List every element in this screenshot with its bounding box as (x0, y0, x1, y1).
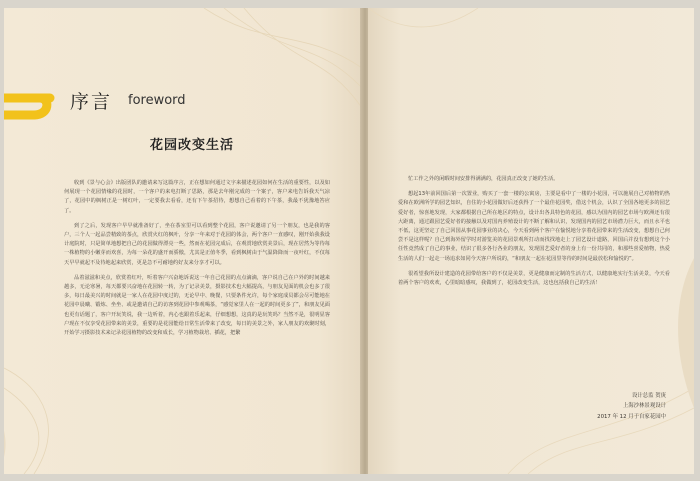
paragraph: 很希望我所设计建造的花园带给客户的不仅是美景，更是健康而定制的生活方式，以健康地实行生活美景，今天看着两个客户的欢欢，心里暗暗感叹，我做到了，花园改变生活，这也包括我自己的生活！ (398, 270, 670, 287)
signature-company: 上海沙林景观设计 (622, 403, 666, 409)
right-page (368, 8, 694, 474)
page-title-english: foreword (128, 93, 186, 108)
paragraph: 到了之后，发现客户早早就准备好了，坐在茶室里可以看到整个花园，客户说邀请了另一个朋友，也是我的客户，三个人一起品尝精致的茶点，欣赏火红的枫叶，分享一年来对于花园的体会，两个客户一直感叹，刚开始我我设计庭院时，只是简单地想把自己的花园做得漂亮一些，然而在花园完成后，在观赏地欣赏美景后，现在居然为等待每一株植物的小嫩芽而欢喜，为每一朵花的盛开而骄傲，尤其是正值冬季，看到枫树由于气温降降而一夜叶红，不仅每天早早就起不及待地起来欣赏，更是急不可耐地约好友来分享才可以。 (64, 222, 330, 266)
left-body-text (64, 179, 330, 344)
paragraph: 品着滋滋和美点，欣赏着红叶，听着客户兴奋地诉说这一年自己花园的点点滴滴，客户说自己在户外的时间越来越多，无论寒暑，每天都要兴奋地在花园转一转，为了记录美景，摄影技术也大幅提高，与朋友见面的机会也多了很多，每日最美兴的时间就是一家人在花园中度过的，无论早中、晚餐，只要条件允许，每个家庭成员都会尽可能地在花园中晨曦、锻炼、坐坐、或是邀请自己的访客到花园中参观喝茶，“感觉家里人在一起的时间更多了”，和朋友见面也更有话题了，客户开玩笑说，我一边听着，内心也跟着乐起来，仔细想想，这真的是玩笑吗？当然不是，很明显客户现在不仅享受花园带来的美景，重要的是花园能给日常生活带来了改变，每日的美景之外，家人朋友的欢聚时刻，开始学习摄影技术来记录花园植物的改变和成长，学习植物栽培、插花，把繁 (64, 274, 330, 337)
page-title: 序言 (70, 91, 113, 113)
paragraph: 收到《景与心会》出版团队的邀请来写这篇序言，正在想如何通过文字来描述花园如何在生活的重要性，以及如何展现一个花园情缘的花园时，一个客户的来电打断了思路，那是去年刚完成的一个案子，客户来电告诉我天气凉了，花园中的枫树正是一树红叶，一定要我去看看，还有下午茶招待，想想自己看着的下午茶，我最不犹豫地答应了。 (64, 180, 330, 214)
paragraph: 想起13年前回国后第一次置业，购买了一套一楼的公寓房，主要是看中了一楼的小花园，可以施展自己对植物的热爱和在欧洲所学的园艺知识，自住的小花园做好后还获得了一个最佳花园奖，借这个机会，认识了全国各地更多的园艺爱好者，惊喜地发现，大家都根据自己所在地区的特点，设计出各具特色的花园，感以为国内的园艺市场与欧洲还有很大距离，通过跟园艺爱好者的接触以及对国内养殖设计的不断了解和认识，发现国内的园艺市场潜力巨大，而且水平也不低，这更坚定了自己回国从事花园事业的决心，今天看到两个客户在愉悦地分享着花园带来的生活改变，想想自己何尝不是这样呢？自己到海外留学时对游览美的花园景观所打动而找找地走上了园艺设计道路，回国后并没有想到这个小任性竟然成了自己的事业，结识了很多各行各业的朋友，发现国艺爱好者的身上有一份共同的，和那些喜爱植物，热爱生活的人们一起走一场追求如同今天客户所说的，“和朋友一起在花园里等待的时间是最放松和愉悦的”。 (398, 191, 670, 262)
right-body-text (398, 175, 670, 294)
signature-date: 2017 年 12 月于自家花园中 (597, 414, 666, 420)
signature-name: 设计总监 贺庚 (631, 393, 666, 399)
paragraph: 忙工作之外的闲暇时间安排得满满的，花园真正改变了她的生活。 (408, 176, 559, 182)
page-subtitle: 花园改变生活 (150, 138, 235, 153)
left-page (4, 8, 362, 474)
